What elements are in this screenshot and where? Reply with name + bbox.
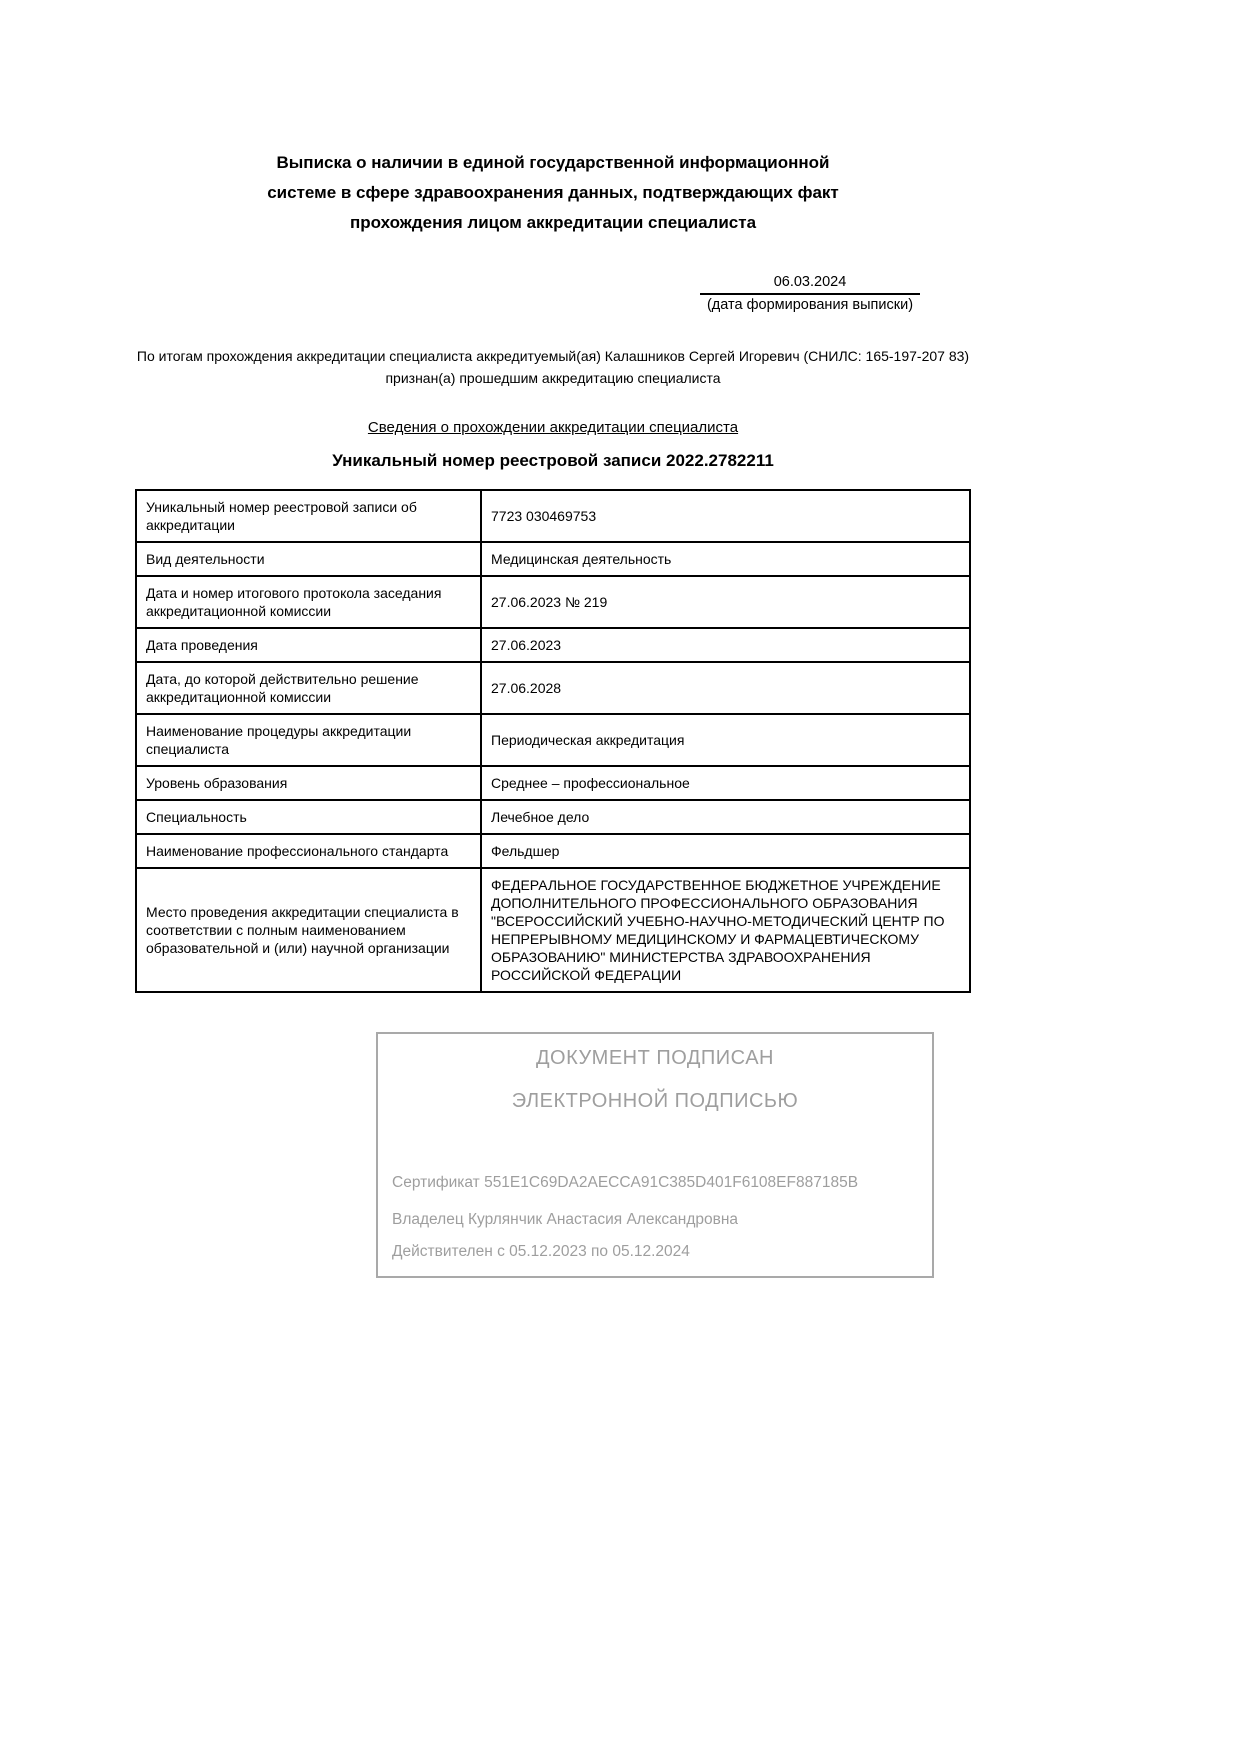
- row-value: 27.06.2028: [481, 662, 970, 714]
- signature-title-line1: ДОКУМЕНТ ПОДПИСАН: [536, 1047, 774, 1069]
- extract-date: 06.03.2024: [700, 274, 920, 295]
- signature-stamp: [376, 1032, 934, 1278]
- table-row-protocol: [136, 576, 970, 628]
- table-row-activity-type: [136, 542, 970, 576]
- registry-number-heading: Уникальный номер реестровой записи 2022.2782211: [332, 451, 774, 470]
- row-label: Вид деятельности: [136, 542, 481, 576]
- row-label: Уровень образования: [136, 766, 481, 800]
- document-title-line: прохождения лицом аккредитации специалиста: [349, 213, 757, 232]
- table-row-prof-standard: [136, 834, 970, 868]
- row-value: Периодическая аккредитация: [481, 714, 970, 766]
- table-row-specialty: [136, 800, 970, 834]
- table-row-valid-until: [136, 662, 970, 714]
- table-row-date-held: [136, 628, 970, 662]
- intro-line-2: признан(а) прошедшим аккредитацию специалиста: [385, 370, 721, 386]
- accreditation-table: [135, 489, 971, 993]
- signature-validity: Действителен с 05.12.2023 по 05.12.2024: [392, 1243, 690, 1260]
- section-heading-underlined: Сведения о прохождении аккредитации специалиста: [367, 419, 739, 436]
- row-value: 7723 030469753: [481, 490, 970, 542]
- document-title: [135, 0, 971, 238]
- table-row-venue: [136, 868, 970, 992]
- table-row-procedure-name: [136, 714, 970, 766]
- row-value: Лечебное дело: [481, 800, 970, 834]
- extract-date-block: [700, 274, 920, 313]
- row-label: Дата и номер итогового протокола заседания аккредитационной комиссии: [136, 576, 481, 628]
- row-value: 27.06.2023: [481, 628, 970, 662]
- row-label: Специальность: [136, 800, 481, 834]
- intro-line-1: По итогам прохождения аккредитации специалиста аккредитуемый(ая) Калашников Сергей Игоревич (СНИЛС: 165-197-207 83): [136, 348, 970, 364]
- document-content: [135, 0, 971, 993]
- row-label: Дата проведения: [136, 628, 481, 662]
- table-row-education-level: [136, 766, 970, 800]
- row-label: Наименование профессионального стандарта: [136, 834, 481, 868]
- table-row-registry-number: [136, 490, 970, 542]
- row-value: Среднее – профессиональное: [481, 766, 970, 800]
- row-value: Фельдшер: [481, 834, 970, 868]
- row-label: Наименование процедуры аккредитации специалиста: [136, 714, 481, 766]
- row-value: ФЕДЕРАЛЬНОЕ ГОСУДАРСТВЕННОЕ БЮДЖЕТНОЕ УЧРЕЖДЕНИЕ ДОПОЛНИТЕЛЬНОГО ПРОФЕССИОНАЛЬНОГО ОБРАЗОВАНИЯ "ВСЕРОССИЙСКИЙ УЧЕБНО-НАУЧНО-МЕТОДИЧЕСКИЙ ЦЕНТР ПО НЕПРЕРЫВНОМУ МЕДИЦИНСКОМУ И ФАРМАЦЕВТИЧЕСКОМУ ОБРАЗОВАНИЮ" МИНИСТЕРСТВА ЗДРАВООХРАНЕНИЯ РОССИЙСКОЙ ФЕДЕРАЦИИ: [481, 868, 970, 992]
- row-value: Медицинская деятельность: [481, 542, 970, 576]
- signature-certificate: Сертификат 551E1C69DA2AECCA91C385D401F6108EF887185B: [392, 1174, 859, 1191]
- row-label: Уникальный номер реестровой записи об аккредитации: [136, 490, 481, 542]
- signature-owner: Владелец Курлянчик Анастасия Александровна: [392, 1211, 739, 1228]
- signature-title-line2: ЭЛЕКТРОННОЙ ПОДПИСЬЮ: [511, 1090, 799, 1112]
- row-label: Место проведения аккредитации специалиста в соответствии с полным наименованием образовательной и (или) научной организации: [136, 868, 481, 992]
- intro-paragraph: [135, 345, 971, 389]
- row-value: 27.06.2023 № 219: [481, 576, 970, 628]
- document-title-line: Выписка о наличии в единой государственной информационной: [276, 153, 830, 172]
- extract-date-caption: (дата формирования выписки): [706, 297, 914, 313]
- document-title-line: системе в сфере здравоохранения данных, подтверждающих факт: [267, 183, 839, 202]
- row-label: Дата, до которой действительно решение аккредитационной комиссии: [136, 662, 481, 714]
